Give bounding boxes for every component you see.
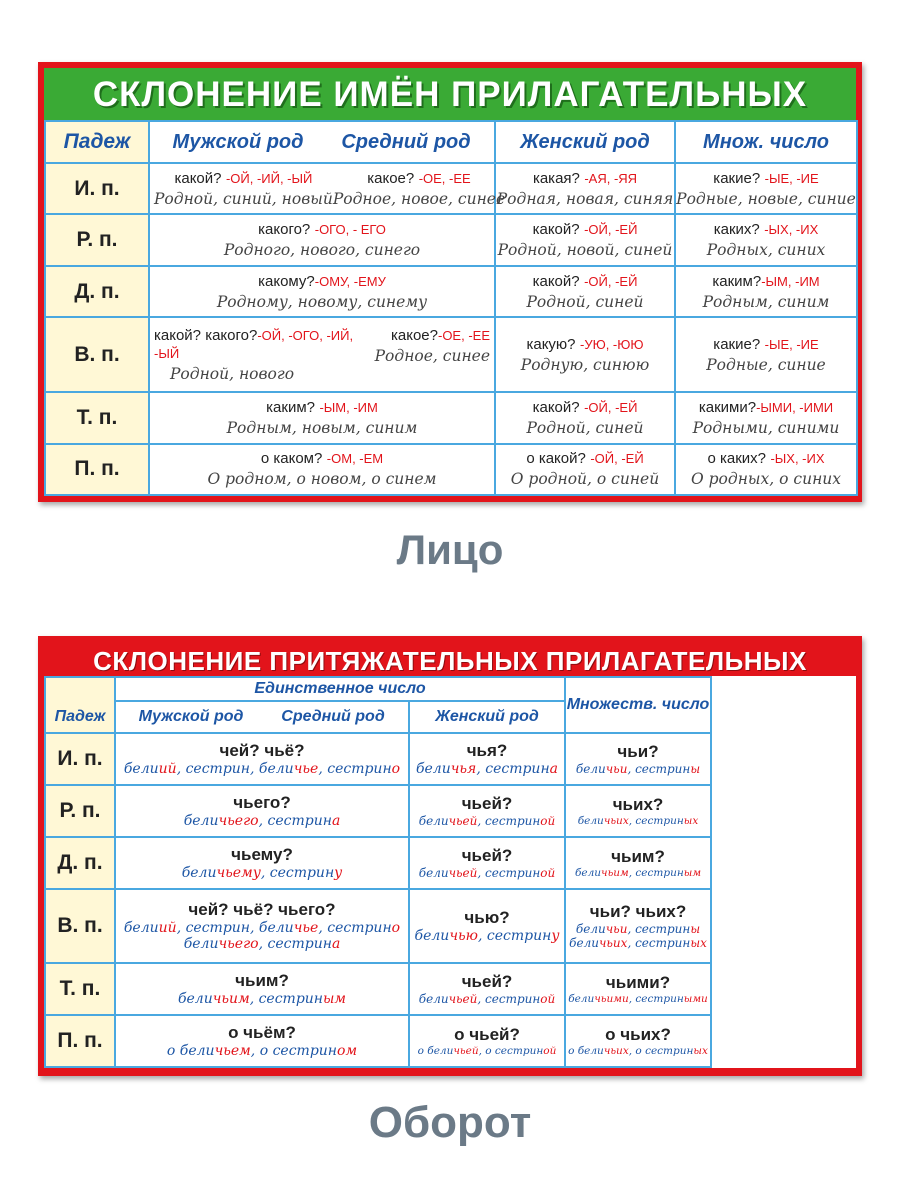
poster-title: СКЛОНЕНИЕ ИМЁН ПРИЛАГАТЕЛЬНЫХ — [44, 68, 856, 120]
handwritten-example: беличьих, сестриных — [569, 936, 707, 950]
case-label: Т. п. — [45, 392, 149, 443]
cell-plural: какими?-ЫМИ, -ИМИ Родными, синими — [675, 392, 857, 443]
case-label: В. п. — [45, 889, 115, 963]
case-label: П. п. — [45, 444, 149, 496]
header-empty — [45, 677, 115, 701]
cell-feminine: о чьей? о беличьей, о сестриной — [409, 1015, 565, 1067]
poster-title: СКЛОНЕНИЕ ПРИТЯЖАТЕЛЬНЫХ ПРИЛАГАТЕЛЬНЫХ — [93, 646, 807, 676]
table-row — [45, 889, 711, 963]
possessive-adjective-poster — [38, 636, 862, 1076]
table-row — [45, 444, 857, 496]
header-neuter: Средний род — [281, 708, 385, 725]
handwritten-example: беличьему, сестрину — [181, 865, 343, 882]
handwritten-example: беличья, сестрина — [415, 761, 559, 777]
cell-feminine: какой? -ОЙ, -ЕЙ Родной, новой, синей — [495, 214, 675, 265]
handwritten-example: белиий, сестрин, беличье, сестрино — [123, 761, 401, 777]
back-side-label: Оборот — [368, 1098, 532, 1147]
case-label: Д. п. — [45, 837, 115, 889]
cell-feminine: чья? беличья, сестрина — [409, 733, 565, 785]
cell-plural: чьи? чьих? беличьи, сестрины беличьих, сестриных — [565, 889, 711, 963]
cell-plural: чьими? беличьими, сестриными — [565, 963, 711, 1015]
cell-masc-neut: чей? чьё? белиий, сестрин, беличье, сестрино — [115, 733, 409, 785]
header-masculine: Мужской род — [138, 708, 244, 725]
handwritten-example: беличьи, сестрины — [575, 922, 701, 936]
handwritten-example: беличьего, сестрина — [183, 936, 341, 952]
handwritten-example: беличьим, сестриным — [177, 990, 347, 1007]
cell-feminine: какой? -ОЙ, -ЕЙ Родной, синей — [495, 266, 675, 317]
table-row — [45, 214, 857, 265]
header-neuter: Средний род — [341, 130, 471, 153]
adjective-declension-poster — [38, 62, 862, 502]
header-feminine: Женский род — [495, 121, 675, 163]
cell-plural: чьих? беличьих, сестриных — [565, 785, 711, 837]
handwritten-example: о беличьем, о сестрином — [166, 1042, 358, 1059]
cell-masc-neut: каким? -ЫМ, -ИМ Родным, новым, синим — [149, 392, 495, 443]
cell-masc-neut: о чьём? о беличьем, о сестрином — [115, 1015, 409, 1067]
handwritten-example: белиий, сестрин, беличье, сестрино — [123, 920, 401, 936]
header-masc-neut — [115, 701, 409, 733]
case-label: Д. п. — [45, 266, 149, 317]
cell-masc-neut: чьим? беличьим, сестриным — [115, 963, 409, 1015]
table-row — [45, 785, 711, 837]
cell-masc-neut: чьего? беличьего, сестрина — [115, 785, 409, 837]
handwritten-example: беличьей, сестриной — [418, 814, 556, 829]
table-row — [45, 317, 857, 392]
header-plural: Множ. число — [675, 121, 857, 163]
cell-masc-neut: чей? чьё? чьего? белиий, сестрин, беличье, сестрино беличьего, сестрина — [115, 889, 409, 963]
header-masculine: Мужской род — [172, 130, 304, 153]
declension-table — [44, 676, 856, 1068]
handwritten-example: о беличьей, о сестриной — [417, 1044, 557, 1057]
header-case: Падеж — [45, 121, 149, 163]
handwritten-example: беличьих, сестриных — [577, 815, 699, 828]
table-header-row — [45, 121, 857, 163]
cell-feminine: чью? беличью, сестрину — [409, 889, 565, 963]
case-label: И. п. — [45, 163, 149, 214]
header-plural: Множеств. число — [565, 677, 711, 733]
handwritten-example: беличьего, сестрина — [183, 813, 341, 830]
case-label: Р. п. — [45, 785, 115, 837]
cell-plural: какие? -ЫЕ, -ИЕ Родные, синие — [675, 317, 857, 392]
handwritten-example: о беличьих, о сестриных — [568, 1044, 708, 1057]
cell-feminine: какая? -АЯ, -ЯЯ Родная, новая, синяя — [495, 163, 675, 214]
table-row — [45, 837, 711, 889]
cell-feminine: чьей? беличьей, сестриной — [409, 785, 565, 837]
cell-masc-neut: какой? какого?-ОЙ, -ОГО, -ИЙ, -ЫЙ Родной, нового какое?-ОЕ, -ЕЕ Родное, синее — [149, 317, 495, 392]
handwritten-example: беличьей, сестриной — [418, 866, 556, 881]
case-label: И. п. — [45, 733, 115, 785]
cell-plural: о каких? -ЫХ, -ИХ О родных, о синих — [675, 444, 857, 496]
table-row — [45, 963, 711, 1015]
cell-feminine: какой? -ОЙ, -ЕЙ Родной, синей — [495, 392, 675, 443]
cell-masc-neut: какой? -ОЙ, -ИЙ, -ЫЙ Родной, синий, новый какое? -ОЕ, -ЕЕ Родное, новое, синее — [149, 163, 495, 214]
cell-plural: о чьих? о беличьих, о сестриных — [565, 1015, 711, 1067]
handwritten-example: беличьим, сестриным — [574, 867, 702, 880]
handwritten-example: беличью, сестрину — [414, 928, 560, 944]
cell-feminine: какую? -УЮ, -ЮЮ Родную, синюю — [495, 317, 675, 392]
table-row — [45, 733, 711, 785]
case-label: Т. п. — [45, 963, 115, 1015]
cell-masc-neut: какого? -ОГО, - ЕГО Родного, нового, синего — [149, 214, 495, 265]
cell-plural: чьим? беличьим, сестриным — [565, 837, 711, 889]
table-row — [45, 163, 857, 214]
header-feminine: Женский род — [409, 701, 565, 733]
cell-plural: какие? -ЫЕ, -ИЕ Родные, новые, синие — [675, 163, 857, 214]
case-label: В. п. — [45, 317, 149, 392]
header-masc-neut — [149, 121, 495, 163]
cell-feminine: чьей? беличьей, сестриной — [409, 963, 565, 1015]
header-singular: Единственное число — [115, 677, 565, 701]
cell-feminine: о какой? -ОЙ, -ЕЙ О родной, о синей — [495, 444, 675, 496]
cell-plural: чьи? беличьи, сестрины — [565, 733, 711, 785]
cell-plural: каким?-ЫМ, -ИМ Родным, синим — [675, 266, 857, 317]
handwritten-example: беличьей, сестриной — [418, 991, 556, 1006]
table-row — [45, 1015, 711, 1067]
table-row — [45, 392, 857, 443]
table-row — [45, 266, 857, 317]
cell-plural: каких? -ЫХ, -ИХ Родных, синих — [675, 214, 857, 265]
cell-masc-neut: какому?-ОМУ, -ЕМУ Родному, новому, синему — [149, 266, 495, 317]
handwritten-example: беличьими, сестриными — [568, 992, 708, 1005]
cell-masc-neut: чьему? беличьему, сестрину — [115, 837, 409, 889]
front-side-label: Лицо — [396, 526, 504, 573]
case-label: П. п. — [45, 1015, 115, 1067]
declension-table — [44, 120, 856, 496]
header-case: Падеж — [45, 701, 115, 733]
handwritten-example: беличьи, сестрины — [575, 762, 701, 776]
table-header-row — [45, 677, 711, 701]
cell-feminine: чьей? беличьей, сестриной — [409, 837, 565, 889]
case-label: Р. п. — [45, 214, 149, 265]
cell-masc-neut: о каком? -ОМ, -ЕМ О родном, о новом, о синем — [149, 444, 495, 496]
